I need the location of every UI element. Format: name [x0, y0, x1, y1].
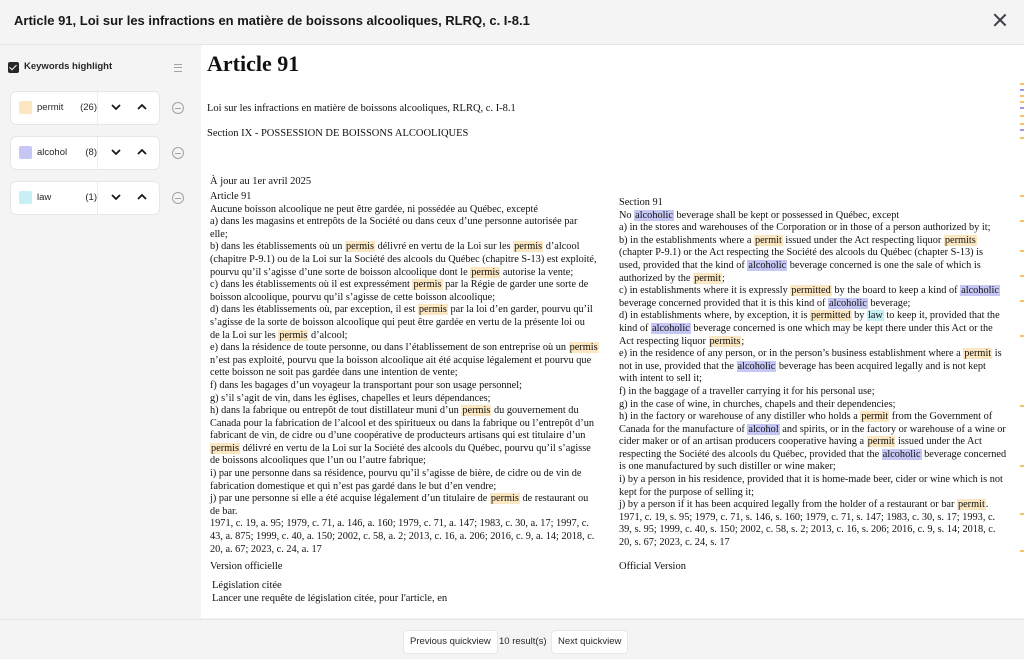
keywords-highlight-label: Keywords highlight — [24, 61, 113, 72]
chevron-up-icon[interactable] — [136, 146, 148, 158]
keyword-highlight: permis — [413, 279, 442, 291]
remove-keyword-alcohol-icon[interactable] — [172, 147, 184, 159]
text-line: Article 91 — [210, 191, 252, 202]
keywords-highlight-checkbox[interactable] — [8, 62, 19, 73]
text-line: Canada pour la fabrication de l’alcool et des spiritueux ou dans la fabrique ou l’entrepôt d’un — [210, 417, 595, 429]
keyword-highlight: permit — [957, 499, 985, 511]
text-line: pourvu qu’il s’agisse d’une sorte de boisson alcoolique dont le permis autorise la vente; — [210, 266, 574, 278]
text-line: not in use, provided that the alcoholic beverage has been acquired legally and is not kept — [619, 360, 986, 372]
keyword-term: law — [37, 192, 52, 203]
keyword-card-alcohol — [10, 136, 160, 170]
divider — [97, 92, 98, 124]
text-line: 39, s. 95; 1999, c. 40, s. 150; 2002, c. 58, s. 2; 2013, c. 16, s. 206; 2016, c. 9, s. 14; 2018, c. — [619, 524, 996, 536]
text-line: No alcoholic beverage shall be kept or possessed in Québec, except — [619, 209, 900, 221]
results-count: 10 result(s) — [499, 636, 547, 647]
keyword-highlight: permits — [709, 335, 741, 347]
keyword-highlight: permis — [418, 304, 447, 316]
text-line: i) by a person in his residence, provided that it is home-made beer, cider or wine which is not — [619, 474, 1003, 486]
text-line: 20, a. 67; 2023, c. 24, a. 17 — [210, 543, 322, 555]
french-text-column — [210, 191, 599, 556]
keyword-highlight: permis — [569, 342, 598, 354]
keyword-count: (1) — [85, 192, 97, 203]
keyword-highlight: alcoholic — [737, 360, 776, 372]
chevron-down-icon[interactable] — [110, 191, 122, 203]
text-line: respecting the Société des alcools du Québec, provided that the alcoholic beverage concerned — [619, 448, 1007, 460]
text-line: s’agisse de la sorte de boisson alcoolique qui peut être gardée en vertu de la présente loi ou — [210, 316, 585, 328]
divider — [97, 137, 98, 169]
law-title: Loi sur les infractions en matière de boissons alcooliques, RLRQ, c. I-8.1 — [207, 103, 516, 114]
keyword-highlight: permis — [514, 241, 543, 253]
chevron-down-icon[interactable] — [110, 146, 122, 158]
text-line: fabrication domestique et qui n’est pas gardé dans le but d’en vendre; — [210, 480, 497, 492]
text-line: j) by a person if it has been acquired legally from the holder of a restaurant or bar permit. — [619, 499, 989, 511]
divider — [97, 182, 98, 214]
text-line: de la Loi sur les permis d’alcool; — [210, 329, 348, 341]
text-line: 1971, c. 19, a. 95; 1979, c. 71, a. 146, a. 160; 1979, c. 71, a. 147; 1983, c. 30, a. 17; 1997, c. — [210, 518, 589, 530]
text-line: a) in the stores and warehouses of the Corporation or in those of a person authorized by it; — [619, 222, 991, 234]
keyword-highlight: permit — [694, 272, 721, 284]
french-version-label: Version officielle — [210, 561, 283, 572]
keyword-highlight: alcoholic — [882, 448, 921, 460]
text-line: g) s’il s’agit de vin, dans les églises, chapelles et leurs dépendances; — [210, 392, 491, 404]
text-line: beverage concerned provided that it is this kind of alcoholic beverage; — [619, 297, 911, 309]
keyword-highlight: law — [867, 310, 883, 322]
text-line: authorized by the permit; — [619, 272, 725, 284]
text-line: h) in the factory or warehouse of any distiller who holds a permit from the Government of — [619, 411, 993, 423]
cited-legislation-query[interactable]: Lancer une requête de législation citée, pour l'article, en — [212, 593, 448, 604]
keyword-highlight: permis — [462, 405, 491, 417]
text-line: j) par une personne si elle a été acquise légalement d’un titulaire de permis de restaurant ou — [210, 493, 589, 505]
previous-quickview-button[interactable]: Previous quickview — [403, 630, 498, 654]
text-line: boisson alcoolique, pourvu qu’il s’agisse de cette boisson alcoolique; — [210, 291, 496, 303]
chevron-up-icon[interactable] — [136, 101, 148, 113]
text-line: f) in the baggage of a traveller carrying it for his personal use; — [619, 385, 875, 397]
keyword-highlight: permits — [944, 234, 976, 246]
keyword-highlight: permis — [345, 241, 375, 253]
keyword-color-swatch — [19, 191, 32, 204]
text-line: g) in the case of wine, in churches, chapels and their dependencies; — [619, 398, 896, 410]
text-line: cette boisson ne soit pas gardée dans une intention de vente; — [210, 367, 458, 379]
keyword-highlight: alcoholic — [961, 285, 999, 297]
chevron-up-icon[interactable] — [136, 191, 148, 203]
keyword-highlight: alcohol — [748, 423, 779, 435]
text-line: de boissons alcooliques que l’un ou l’autre fabrique; — [210, 455, 426, 467]
keyword-highlight: alcoholic — [652, 322, 690, 334]
text-line: de bar. — [210, 505, 238, 517]
text-line: f) dans les bagages d’un voyageur la transportant pour son usage personnel; — [210, 379, 522, 391]
remove-keyword-law-icon[interactable] — [172, 192, 184, 204]
text-line: e) dans la résidence de toute personne, ou dans l’établissement de son entreprise où un permis — [210, 342, 598, 354]
keyword-highlight: permitted — [791, 285, 831, 297]
chevron-down-icon[interactable] — [110, 101, 122, 113]
keyword-highlight: permit — [964, 348, 992, 360]
keyword-term: alcohol — [37, 147, 68, 158]
text-line: c) in establishments where it is expressly permitted by the board to keep a kind of alcoholic — [619, 285, 999, 297]
text-line: e) in the residence of any person, or in the person’s business establishment where a permit is — [619, 348, 1002, 360]
text-line: Section 91 — [619, 197, 663, 208]
article-heading: Article 91 — [207, 51, 300, 76]
text-line: kept for the purpose of selling it; — [619, 486, 754, 498]
keyword-highlight: permis — [471, 266, 500, 278]
english-version-label: Official Version — [619, 561, 686, 572]
dialog-title: Article 91, Loi sur les infractions en matière de boissons alcooliques, RLRQ, c. I-8.1 — [14, 13, 530, 28]
keyword-highlight: permis — [211, 442, 240, 454]
remove-keyword-permit-icon[interactable] — [172, 102, 184, 114]
english-text-column — [619, 197, 1006, 550]
text-line: Canada for the manufacture of alcohol and spirits, or in the factory or warehouse of a wine or — [619, 423, 1006, 435]
keyword-count: (26) — [80, 102, 97, 113]
text-line: i) par une personne dans sa résidence, pourvu qu’il s’agisse de bière, de cidre ou de vin de — [210, 468, 582, 480]
as-of-date: À jour au 1er avril 2025 — [210, 176, 312, 187]
keyword-highlight: permis — [490, 493, 519, 505]
text-line: 1971, c. 19, s. 95; 1979, c. 71, s. 146, s. 160; 1979, c. 71, s. 147; 1983, c. 30, s. 17; 1993, c. — [619, 511, 996, 523]
text-line: b) in the establishments where a permit issued under the Act respecting liquor permits — [619, 234, 976, 246]
keywords-header — [8, 61, 188, 75]
scrollbar-highlight-markers[interactable] — [1020, 45, 1024, 618]
text-line: (chapter P-9.1) or the Act respecting the Société des alcools du Québec (chapter S-13) is — [619, 247, 983, 259]
keywords-sidebar — [0, 45, 200, 618]
text-line: b) dans les établissements où un permis délivré en vertu de la Loi sur les permis d’alcool — [210, 241, 580, 253]
text-line: n’est pas exploité, pourvu que la boisson alcoolique ait été acquise légalement et pourvu que — [210, 354, 592, 366]
keyword-count: (8) — [85, 147, 97, 158]
text-line: with intent to sell it; — [619, 373, 702, 385]
text-line: Aucune boisson alcoolique ne peut être gardée, ni possédée au Québec, excepté — [210, 203, 538, 215]
keyword-highlight: alcoholic — [829, 297, 867, 309]
text-line: (chapitre P-9.1) ou de la Loi sur la Société des alcools du Québec (chapitre S-13) est exploité, — [210, 253, 597, 265]
keyword-highlight: permit — [867, 436, 895, 448]
keyword-highlight: alcoholic — [748, 259, 787, 271]
text-line: elle; — [210, 228, 228, 240]
text-line: cider maker or of an artisan producers cooperative having a permit issued under the Act — [619, 436, 982, 448]
text-line: is one manufactured by such distiller or wine maker; — [619, 461, 836, 473]
text-line: 20, s. 67; 2023, c. 24, s. 17 — [619, 537, 730, 549]
text-line: permis délivré en vertu de la Loi sur la Société des alcools du Québec, pourvu qu’il s’agisse — [211, 442, 591, 454]
keyword-card-law — [10, 181, 160, 215]
text-line: kind of alcoholic beverage concerned is one which may be kept there under this Act or the — [619, 322, 993, 334]
dialog-header — [0, 0, 1024, 45]
keyword-highlight: permitted — [811, 310, 851, 322]
document-viewer — [201, 45, 1024, 618]
keyword-highlight: permit — [861, 411, 889, 423]
keyword-color-swatch — [19, 146, 32, 159]
menu-icon[interactable] — [174, 64, 182, 72]
text-line: d) in establishments where, by exception, it is permitted by law to keep it, provided that the — [619, 310, 1000, 322]
text-line: Act respecting liquor permits; — [619, 335, 745, 347]
keyword-highlight: alcoholic — [635, 209, 673, 221]
text-line: c) dans les établissements où il est expressément permis par la Régie de garder une sorte de — [210, 279, 589, 291]
next-quickview-button[interactable]: Next quickview — [551, 630, 628, 654]
keyword-card-permit — [10, 91, 160, 125]
text-line: fabricant de vin, de cidre ou d’une coopérative de producteurs artisans qui est titulaire d’un — [210, 430, 586, 442]
text-line: h) dans la fabrique ou entrepôt de tout distillateur muni d’un permis du gouvernement du — [210, 405, 579, 417]
keyword-highlight: permit — [754, 234, 782, 246]
text-line: used, provided that the kind of alcoholic beverage concerned is one the sale of which is — [619, 259, 981, 271]
keyword-term: permit — [37, 102, 64, 113]
keyword-color-swatch — [19, 101, 32, 114]
text-line: d) dans les établissements où, par exception, il est permis par la loi d’en garder, pourvu qu’il — [210, 304, 593, 316]
close-icon[interactable] — [990, 10, 1010, 30]
keyword-highlight: permis — [279, 329, 308, 341]
cited-legislation-label: Législation citée — [212, 580, 282, 591]
text-line: a) dans les magasins et entrepôts de la Société ou dans ceux d’une personne autorisée par — [210, 216, 578, 228]
section-title: Section IX - POSSESSION DE BOISSONS ALCOOLIQUES — [207, 128, 469, 139]
quickview-footer — [0, 619, 1024, 659]
text-line: 43, a. 875; 1999, c. 40, a. 150; 2002, c. 58, a. 2; 2013, c. 16, a. 206; 2016, c. 9, a. 14; 2018, c. — [210, 531, 595, 543]
